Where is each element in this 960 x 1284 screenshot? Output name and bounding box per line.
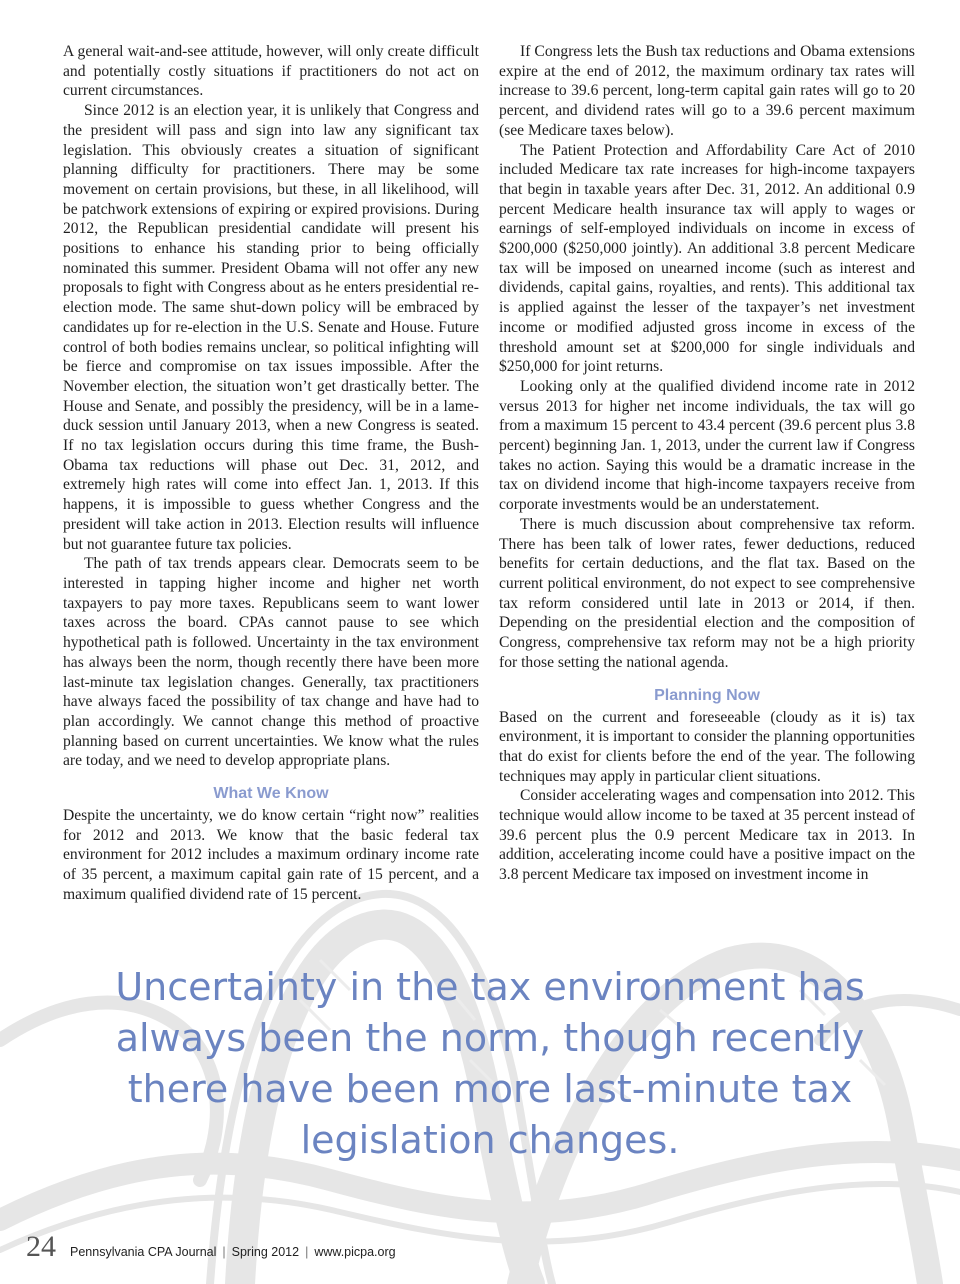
right-column (499, 42, 915, 885)
body-paragraph: If Congress lets the Bush tax reductions and Obama extensions expire at the end of 2012, the maximum ordinary tax rates will increase to 39.6 percent, long-term capital gain rates will go to 20 percent, and dividend rates will go to a 39.6 percent maximum (see Medicare taxes below). (499, 43, 915, 139)
body-paragraph: Based on the current and foreseeable (cloudy as it is) tax environment, it is important to consider the planning opportunities that do exist for clients before the end of the year. The following techniques may apply in particular client situations. (499, 708, 915, 785)
page-number: 24 (26, 1230, 56, 1263)
body-paragraph: The path of tax trends appears clear. Democrats seem to be interested in tapping higher income and higher net worth taxpayers to pay more taxes. Republicans seem to want lower taxes across the board. CPAs cannot pause to see which hypothetical path is followed. Uncertainty in the tax environment has always been the norm, though recently there have been more last-minute tax legislation changes. Generally, tax practitioners have always faced the possibility of tax change and have had to plan accordingly. We cannot change this method of proactive planning based on current uncertainties. We know what the rules are today, and we need to develop appropriate plans. (63, 555, 479, 770)
pull-quote: Uncertainty in the tax environment has always been the norm, though recently there have been more last-minute tax legislation changes. (115, 965, 865, 1162)
section-heading-planning-now: Planning Now (654, 686, 760, 704)
body-paragraph: There is much discussion about comprehensive tax reform. There has been talk of lower rates, fewer deductions, reduced benefits for certain deductions, and the flat tax. Based on the current political environment, do not expect to see comprehensive tax reform considered until late in 2013 or 2014, if then. Depending on the presidential election and the composition of Congress, comprehensive tax reform may not be a high priority for those setting the national agenda. (499, 515, 915, 671)
publication-name: Pennsylvania CPA Journal (70, 1245, 217, 1259)
website-link[interactable]: www.picpa.org (314, 1245, 396, 1259)
page-footer (26, 1230, 396, 1264)
body-paragraph: Looking only at the qualified dividend income rate in 2012 versus 2013 for higher net income individuals, the tax will go from a maximum 15 percent to 43.4 percent (39.6 percent plus 3.8 percent) beginning Jan. 1, 2013, under the current law if Congress takes no action. Saying this would be a dramatic increase in the tax on dividend income that high-income taxpayers receive from corporate investments would be an understatement. (499, 377, 915, 514)
footer-separator: | (222, 1245, 226, 1259)
body-paragraph: Despite the uncertainty, we do know certain “right now” realities for 2012 and 2013. We know that the basic federal tax environment for 2012 includes a maximum ordinary income rate of 35 percent, a maximum capital gain rate of 15 percent, and a maximum qualified dividend rate of 15 percent. (63, 807, 479, 903)
left-column (63, 42, 479, 905)
footer-meta (70, 1245, 396, 1259)
body-paragraph: Consider accelerating wages and compensation into 2012. This technique would allow income to be taxed at 35 percent instead of 39.6 percent plus the 0.9 percent Medicare tax in 2013. In addition, accelerating income could have a positive impact on the 3.8 percent Medicare tax imposed on investment income in (499, 787, 915, 884)
section-heading-what-we-know: What We Know (213, 785, 329, 803)
body-paragraph: A general wait-and-see attitude, however, will only create difficult and potentially costly situations if practitioners do not act on current circumstances. (63, 43, 479, 100)
footer-separator: | (305, 1245, 309, 1259)
issue-date: Spring 2012 (231, 1245, 300, 1259)
body-paragraph: Since 2012 is an election year, it is unlikely that Congress and the president will pass and sign into law any significant tax legislation. This obviously creates a situation of significant planning difficulty for practitioners. There may be some movement on certain provisions, but these, in all likelihood, will be patchwork extensions of expiring or expired provisions. During 2012, the Republican presidential candidate will present his positions to enhance his standing prior to being officially nominated this summer. President Obama will not offer any new proposals to fight with Congress about as he enters presidential re-election mode. The same shut-down policy will be embraced by candidates up for re-election in the U.S. Senate and House. Future control of both bodies remains unclear, so political infighting will be fierce and compromise on tax issues impossible. After the November election, the situation won’t get drastically better. The House and Senate, and possibly the presidency, will be in a lame-duck session until January 2013, when a new Congress is seated. If no tax legislation occurs during this time frame, the Bush-Obama tax reductions will phase out Dec. 31, 2012, and extremely high rates will come into effect Jan. 1, 2013. If this happens, it is impossible to guess whether Congress and the president will take action in 2013. Election results will influence but not guarantee future tax policies. (63, 102, 479, 553)
body-paragraph: The Patient Protection and Affordability Care Act of 2010 included Medicare tax rate increases for high-income taxpayers that begin in taxable years after Dec. 31, 2012. An additional 0.9 percent Medicare health insurance tax will apply to wages or earnings of self-employed individuals on income in excess of $200,000 ($250,000 jointly). An additional 3.8 percent Medicare tax will be imposed on unearned income (such as interest and dividends, capital gains, royalties, and rents). This additional tax is applied against the lesser of the taxpayer’s net investment income or modified adjusted gross income in excess of the threshold amount set at $200,000 for single individuals and $250,000 for joint returns. (499, 141, 915, 376)
